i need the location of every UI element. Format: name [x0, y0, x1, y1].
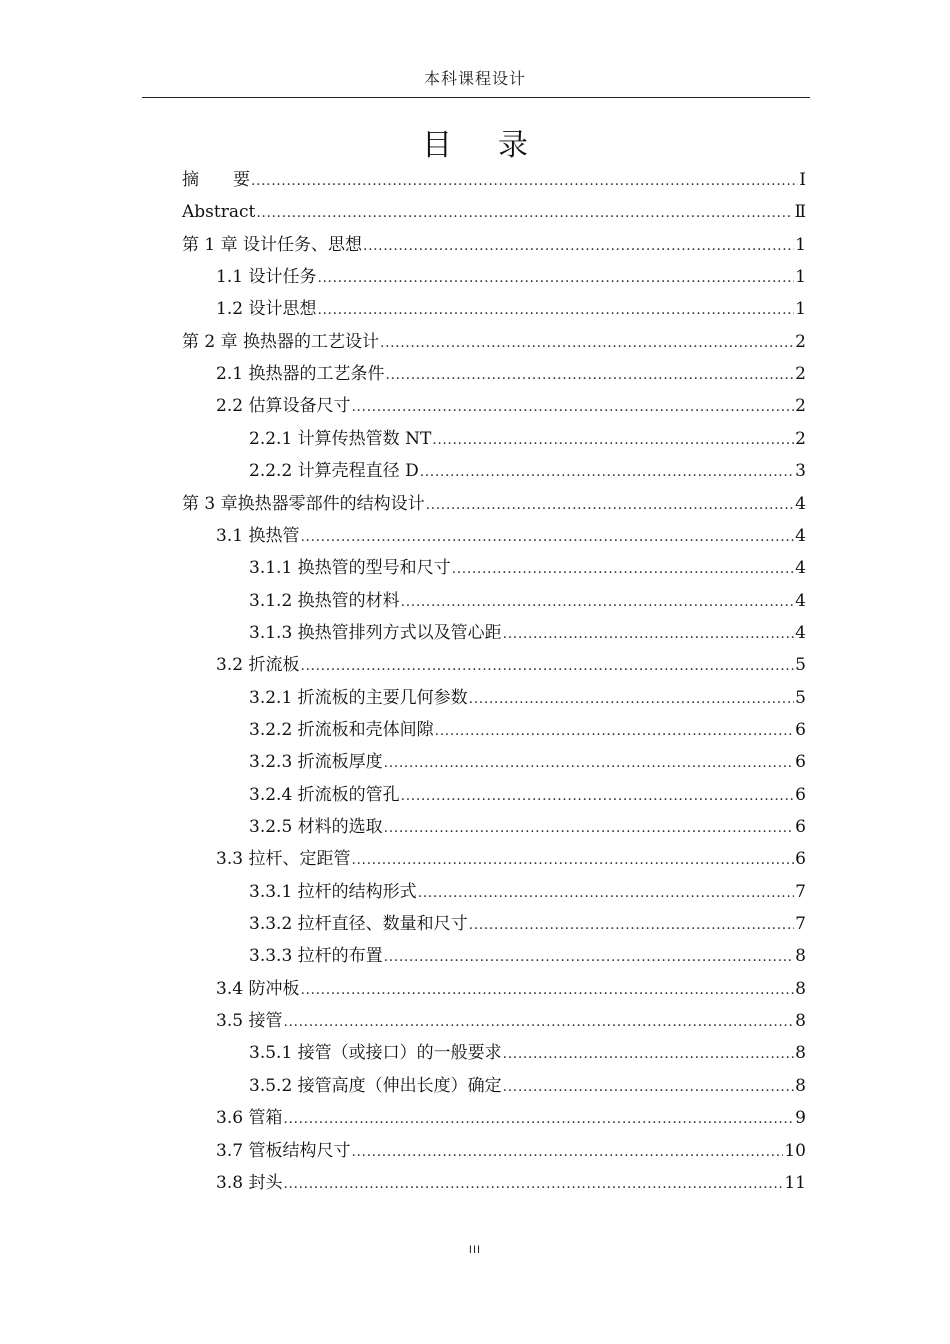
- toc-dot-leader: [401, 589, 795, 615]
- toc-entry[interactable]: [216, 976, 806, 1002]
- toc-entry-label: 1.2 设计思想: [216, 299, 317, 320]
- toc-dot-leader: [283, 1009, 794, 1035]
- toc-entry-page: 8: [795, 1043, 806, 1064]
- toc-dot-leader: [317, 265, 794, 291]
- toc-entry[interactable]: [216, 264, 806, 290]
- toc-entry-page: 6: [795, 784, 806, 805]
- toc-entry-page: 2: [795, 331, 806, 352]
- toc-dot-leader: [351, 394, 794, 420]
- toc-entry-label: 3.3.1 拉杆的结构形式: [249, 881, 417, 902]
- toc-dot-leader: [384, 815, 795, 841]
- page-number: III: [468, 1244, 482, 1256]
- toc-dot-leader: [432, 427, 794, 453]
- toc-entry[interactable]: [249, 1040, 806, 1066]
- toc-dot-leader: [469, 912, 795, 938]
- toc-entry-label: 3.8 封头: [216, 1172, 283, 1193]
- toc-entry-page: 6: [795, 719, 806, 740]
- toc-entry[interactable]: [216, 361, 806, 387]
- toc-entry-label: 3.5 接管: [216, 1011, 283, 1032]
- toc-dot-leader: [300, 977, 794, 1003]
- toc-dot-leader: [300, 653, 794, 679]
- toc-entry-page: 8: [795, 978, 806, 999]
- toc-entry-label: 3.7 管板结构尺寸: [216, 1140, 351, 1161]
- toc-entry-page: Ⅰ: [799, 170, 806, 190]
- toc-entry-page: 4: [795, 590, 806, 611]
- toc-entry[interactable]: [216, 393, 806, 419]
- toc-dot-leader: [426, 492, 795, 518]
- toc-entry[interactable]: [216, 846, 806, 872]
- toc-entry-label: 2.2.2 计算壳程直径 D: [249, 461, 419, 482]
- toc-entry-label: 2.1 换热器的工艺条件: [216, 364, 385, 385]
- toc-entry[interactable]: [249, 685, 806, 711]
- toc-entry-page: 9: [795, 1108, 806, 1129]
- toc-entry-label: 3.2.1 折流板的主要几何参数: [249, 687, 468, 708]
- toc-dot-leader: [300, 524, 794, 550]
- toc-entry-label: 3.2.3 折流板厚度: [249, 752, 383, 773]
- toc-entry-label: 3.2 折流板: [216, 655, 300, 676]
- toc-dot-leader: [384, 750, 795, 776]
- toc-entry-label: 3.2.5 材料的选取: [249, 817, 383, 837]
- toc-entry-label: 3.3.3 拉杆的布置: [249, 946, 383, 967]
- toc-entry[interactable]: [182, 199, 806, 225]
- toc-entry-label: 3.1.2 换热管的材料: [249, 590, 400, 611]
- toc-entry[interactable]: [216, 1105, 806, 1131]
- toc-entry-page: 7: [795, 914, 806, 935]
- toc-entry-page: 2: [795, 364, 806, 385]
- toc-dot-leader: [317, 297, 794, 323]
- toc-entry-page: 4: [795, 622, 806, 643]
- toc-dot-leader: [256, 200, 793, 226]
- toc-entry[interactable]: [249, 814, 806, 840]
- toc-entry[interactable]: [249, 879, 806, 905]
- toc-entry-page: 8: [795, 1011, 806, 1032]
- toc-entry[interactable]: [216, 652, 806, 678]
- toc-dot-leader: [469, 686, 795, 712]
- toc-entry-label: 3.3 拉杆、定距管: [216, 849, 351, 870]
- toc-dot-leader: [351, 847, 794, 873]
- toc-entry-page: 1: [795, 267, 806, 288]
- toc-entry-page: 4: [795, 525, 806, 546]
- toc-entry-label: 3.4 防冲板: [216, 978, 300, 999]
- toc-entry-page: 11: [784, 1172, 806, 1193]
- toc-entry-label: 3.6 管箱: [216, 1108, 283, 1129]
- toc-entry[interactable]: [249, 458, 806, 484]
- toc-entry[interactable]: [249, 555, 806, 581]
- toc-dot-leader: [283, 1171, 783, 1197]
- toc-entry[interactable]: [216, 523, 806, 549]
- toc-dot-leader: [363, 233, 794, 259]
- toc-entry-label: 摘 要: [182, 170, 250, 190]
- toc-entry[interactable]: [182, 167, 806, 193]
- toc-dot-leader: [503, 1074, 795, 1100]
- toc-entry-page: 6: [795, 849, 806, 870]
- toc-title: 目录: [422, 128, 574, 163]
- toc-entry-label: 3.1.3 换热管排列方式以及管心距: [249, 622, 502, 643]
- toc-entry-page: 6: [795, 817, 806, 837]
- toc-entry-label: 3.2.4 折流板的管孔: [249, 784, 400, 805]
- toc-entry-page: 5: [795, 655, 806, 676]
- toc-dot-leader: [384, 944, 795, 970]
- toc-entry[interactable]: [249, 588, 806, 614]
- toc-entry-label: 3.5.1 接管（或接口）的一般要求: [249, 1043, 502, 1064]
- toc-entry-page: 8: [795, 1075, 806, 1096]
- toc-entry-label: 3.1 换热管: [216, 525, 300, 546]
- toc-entry-page: 5: [795, 687, 806, 708]
- toc-entry-label: 3.3.2 拉杆直径、数量和尺寸: [249, 914, 468, 935]
- toc-entry[interactable]: [249, 911, 806, 937]
- toc-dot-leader: [351, 1139, 783, 1165]
- toc-entry[interactable]: [249, 943, 806, 969]
- toc-entry[interactable]: [249, 620, 806, 646]
- toc-entry[interactable]: [249, 426, 806, 452]
- toc-dot-leader: [435, 718, 795, 744]
- toc-entry-label: 1.1 设计任务: [216, 267, 317, 288]
- toc-entry[interactable]: [216, 296, 806, 322]
- toc-entry-label: 3.2.2 折流板和壳体间隙: [249, 719, 434, 740]
- toc-entry[interactable]: [182, 329, 806, 355]
- toc-dot-leader: [401, 783, 795, 809]
- toc-entry-label: 第 1 章 设计任务、思想: [182, 234, 363, 255]
- toc-dot-leader: [380, 330, 794, 356]
- toc-entry[interactable]: [249, 1073, 806, 1099]
- toc-entry-label: 3.5.2 接管高度（伸出长度）确定: [249, 1075, 502, 1096]
- toc-entry-label: 第 2 章 换热器的工艺设计: [182, 331, 380, 352]
- toc-dot-leader: [503, 1041, 795, 1067]
- toc-dot-leader: [420, 459, 794, 485]
- toc-entry-page: 4: [795, 558, 806, 579]
- toc-entry-page: 1: [795, 234, 806, 255]
- toc-entry[interactable]: [216, 1170, 806, 1196]
- toc-entry[interactable]: [182, 491, 806, 517]
- toc-entry-label: 2.2.1 计算传热管数 NT: [249, 428, 432, 449]
- toc-entry-page: 10: [784, 1140, 806, 1161]
- toc-entry-label: 第 3 章换热器零部件的结构设计: [182, 493, 425, 514]
- toc-entry[interactable]: [216, 1008, 806, 1034]
- toc-entry-label: 2.2 估算设备尺寸: [216, 396, 351, 417]
- toc-dot-leader: [418, 880, 795, 906]
- toc-entry-page: 4: [795, 493, 806, 514]
- toc-entry-page: 7: [795, 881, 806, 902]
- toc-entry-page: Ⅱ: [794, 202, 806, 223]
- toc-dot-leader: [503, 621, 795, 647]
- toc-dot-leader: [251, 168, 798, 194]
- toc-entry-page: 6: [795, 752, 806, 773]
- toc-dot-leader: [385, 362, 794, 388]
- toc-entry[interactable]: [182, 232, 806, 258]
- page-header-title: 本科课程设计: [423, 69, 526, 88]
- toc-entry-page: 1: [795, 299, 806, 320]
- toc-entry-page: 3: [795, 461, 806, 482]
- toc-entry[interactable]: [249, 749, 806, 775]
- toc-entry-label: 3.1.1 换热管的型号和尺寸: [249, 558, 451, 579]
- toc-entry-page: 2: [795, 428, 806, 449]
- toc-entry-label: Abstract: [182, 202, 256, 223]
- toc-dot-leader: [283, 1106, 794, 1132]
- toc-entry[interactable]: [249, 782, 806, 808]
- toc-entry-page: 2: [795, 396, 806, 417]
- toc-entry-page: 8: [795, 946, 806, 967]
- toc-entry[interactable]: [249, 717, 806, 743]
- toc-dot-leader: [452, 556, 795, 582]
- toc-entry[interactable]: [216, 1138, 806, 1164]
